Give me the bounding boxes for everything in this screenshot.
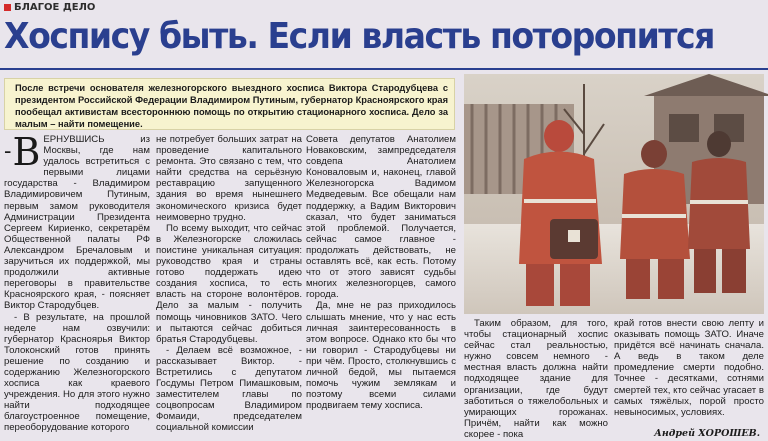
article-column-5 bbox=[614, 318, 764, 428]
paragraph: По всему выходит, что сейчас в Железногорске сложилась поистине уникальная ситуация: руководство края и страны готово поддержать идею создания хосписа, то есть власть на стороне волонтёров. Дело за малым - получить помощь чиновников ЗАТО. Чего и пытаются сейчас добиться братья Стародубцевы. bbox=[156, 222, 302, 345]
paragraph: Совета депутатов Анатолием Новаковским, зампредседателя совдепа Анатолием Коноваловым и, наконец, главой Железногорска Вадимом Медведевым. Все обещали нам поддержку, а Вадим Викторович сказал, что будет заниматься этой проблемой. Получается, сейчас самое главное - продолжать действовать, не оставлять всё, как есть. Потому что от этого зависят судьбы многих железногорцев, самого города. bbox=[306, 134, 456, 301]
paragraph: - В результате, на прошлой неделе нам озвучили: губернатор Красноярья Виктор Толоконский готов принять решение по созданию и содержанию Железногорского хосписа как краевого учреждения. Но для этого нужно найти подходящее благоустроенное помещение, переоборудование которого bbox=[4, 311, 150, 434]
author-signature: Андрей ХОРОШЕВ. bbox=[654, 428, 760, 439]
headline: Хоспису быть. Если власть поторопится bbox=[4, 16, 714, 57]
paragraph: край готов внести свою лепту и оказывать помощь ЗАТО. Иначе придётся всё начинать сначала. А ведь в таком деле промедление смерти подобно. Точнее - десятками, сотнями смертей тех, кто сейчас угасает в самых тяжёлых, порой просто невыносимых, условиях. bbox=[614, 318, 764, 418]
rubric-label: БЛАГОЕ ДЕЛО bbox=[14, 2, 96, 13]
headline-rule bbox=[0, 68, 768, 70]
red-square-icon bbox=[4, 4, 11, 11]
paragraph: Таким образом, для того, чтобы стационарный хоспис сейчас стал реальностью, нужно совсем немного - местная власть должна найти подходящее здание для организации, где будут заботиться о тяжелобольных и умирающих горожанах. Причём, найти как можно скорее - пока bbox=[464, 318, 608, 440]
article-column-1: -В ЕРНУВШИСЬ из Москвы, где нам удалось встретиться с первыми лицами государства - Владимиром Владимировичем Путиным, первым замом руководителя Администрации Президента Сергеем Кириенко, секретарём Общественной палаты РФ Александром Бречаловым и заручиться их поддержкой, мы продолжили активные переговоры в правительстве Красноярского края, - поясняет Виктор Стародубцев. - В результате, на прошлой неделе нам озвучили: губернатор Красноярья Виктор Толоконский готов принять решение по созданию и содержанию Железногорского хосписа как краевого учреждения. Но для этого нужно найти подходящее благоустроенное помещение, переоборудование которого bbox=[4, 130, 150, 434]
article-column-3 bbox=[306, 134, 456, 439]
article-photo bbox=[464, 74, 764, 314]
lead-paragraph: После встречи основателя железногорского выездного хосписа Виктора Стародубцева с президентом Российской Федерации Владимиром Путиным, губернатор Красноярского края пообещал активистам всестороннюю помощь по открытию стационарного хосписа. Дело за малым – найти помещение. bbox=[4, 78, 455, 130]
dropcap: -В bbox=[4, 130, 41, 174]
first-word: ЕРНУВШИСЬ bbox=[43, 134, 105, 145]
paragraph: Да, мне не раз приходилось слышать мнение, что у нас есть личная заинтересованность в этом вопросе. Однако кто бы что ни говорил - Стародубцевы ни при чём. Просто, столкнувшись с личной бедой, мы пытаемся помочь чужим землякам и поэтому всеми силами продвигаем тему хосписа. bbox=[306, 300, 456, 412]
paragraph: - Делаем всё возможное, - рассказывает Виктор. - Встретились с депутатом Госдумы Петром Пимашковым, заместителем главы по соцвопросам Владимиром Фомаиди, председателем социальной комиссии bbox=[156, 344, 302, 434]
paragraph: не потребует больших затрат на проведение капитального ремонта. Это связано с тем, что найти средства на серьёзную реставрацию запущенного здания во время нынешнего экономического кризиса будет неимоверно трудно. bbox=[156, 134, 302, 223]
hospice-workers-photo bbox=[464, 74, 764, 314]
rubric bbox=[4, 2, 95, 13]
article-column-4 bbox=[464, 318, 608, 440]
article-column-2 bbox=[156, 134, 302, 439]
